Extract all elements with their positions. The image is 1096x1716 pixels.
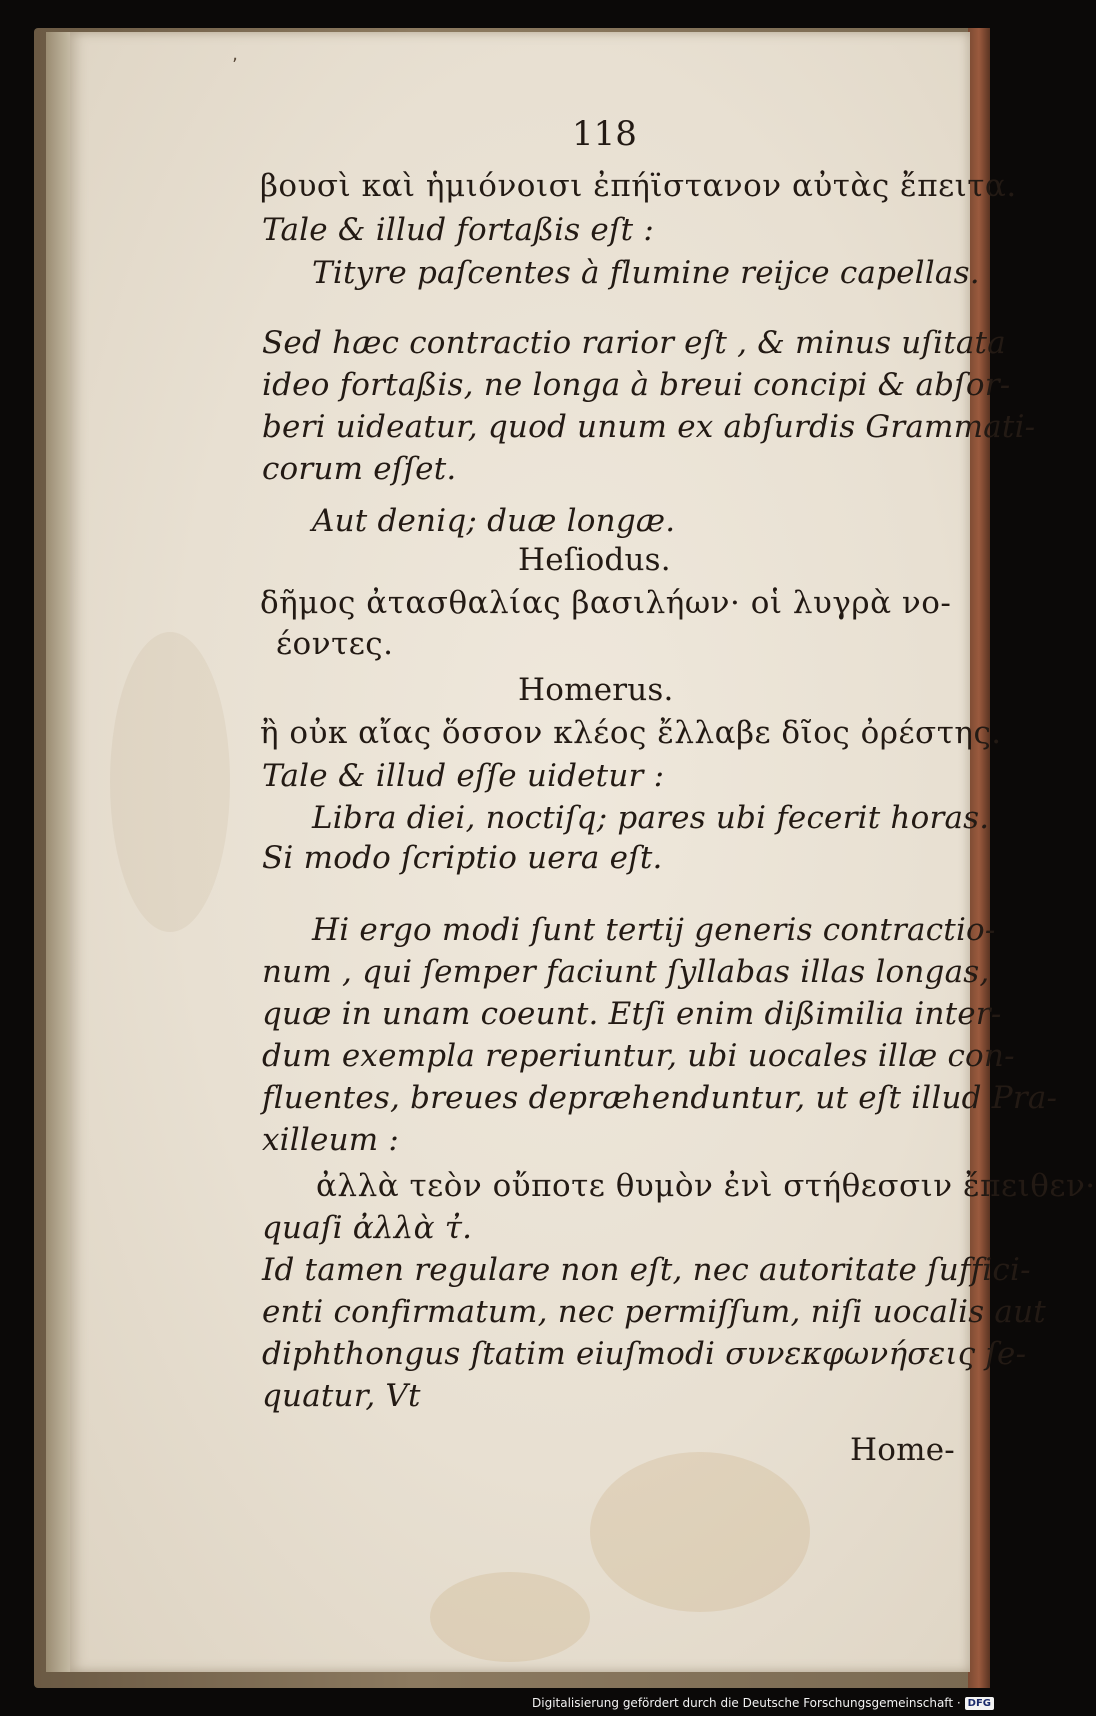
text-line: Libra diei, noctiſq; pares ubi fecerit horas. [312,800,990,836]
text-line: Hi ergo modi ſunt tertij generis contractio- [312,912,996,948]
margin-mark: ‚ [232,44,238,65]
text-line: quatur, Vt [262,1378,421,1414]
page-number: 118 [572,114,637,154]
text-line: quaſi ἀλλὰ τ̓. [262,1210,473,1246]
text-line: Sed hæc contractio rarior eſt , & minus uſitata [262,325,1006,361]
digitization-footer [532,1696,994,1710]
text-line: Tale & illud eſſe uidetur : [262,758,665,794]
text-line: fluentes, breues depræhenduntur, ut eſt illud Pra- [262,1080,1058,1116]
text-line: ideo fortaßis, ne longa à breui concipi & abſor- [262,367,1011,403]
footer-text: Digitalisierung gefördert durch die Deutsche Forschungsgemeinschaft · [532,1696,961,1710]
text-line: ἀλλὰ τεὸν οὔποτε θυμὸν ἐνὶ στήθεσσιν ἔπειθεν· [316,1168,1096,1204]
text-line: Aut deniq; duæ longæ. [312,503,676,539]
text-line: ἢ οὐκ αἴας ὅσσον κλέος ἔλλαβε δῖος ὀρέστης. [260,715,1002,751]
text-line: corum eſſet. [262,451,457,487]
dfg-logo: DFG [965,1697,994,1710]
text-line: quæ in unam coeunt. Etſi enim dißimilia inter- [262,996,1002,1032]
text-line: num , qui ſemper faciunt ſyllabas illas longas, [262,954,990,990]
section-heading-homerus: Homerus. [518,672,674,708]
text-line: δῆμος ἀτασθαλίας βασιλήων· οἱ λυγρὰ νο- [260,585,952,621]
text-line: έοντες. [276,626,394,662]
page-stain [590,1452,810,1612]
text-line: βουσὶ καὶ ἡμιόνοισι ἐπήϊστανον αὐτὰς ἔπειτα. [260,168,1017,204]
text-line: enti confirmatum, nec permiſſum, niſi uocalis aut [262,1294,1046,1330]
text-line: beri uideatur, quod unum ex abſurdis Grammati- [262,409,1036,445]
text-line: Tityre paſcentes à flumine reijce capellas. [312,255,980,291]
catchword: Home- [850,1432,955,1468]
text-line: diphthongus ſtatim eiuſmodi συνεκφωνήσεις ſe- [262,1336,1027,1372]
text-line: xilleum : [262,1122,400,1158]
page-gutter [46,32,72,1672]
page-stain [430,1572,590,1662]
text-line: Si modo ſcriptio uera eſt. [262,840,663,876]
text-line: Id tamen regulare non eſt, nec autoritate ſuffici- [262,1252,1031,1288]
text-line: Tale & illud fortaßis eſt : [262,212,654,248]
page-stain [110,632,230,932]
section-heading-hesiodus: Heſiodus. [518,542,671,578]
text-line: dum exempla reperiuntur, ubi uocales illæ con- [262,1038,1015,1074]
